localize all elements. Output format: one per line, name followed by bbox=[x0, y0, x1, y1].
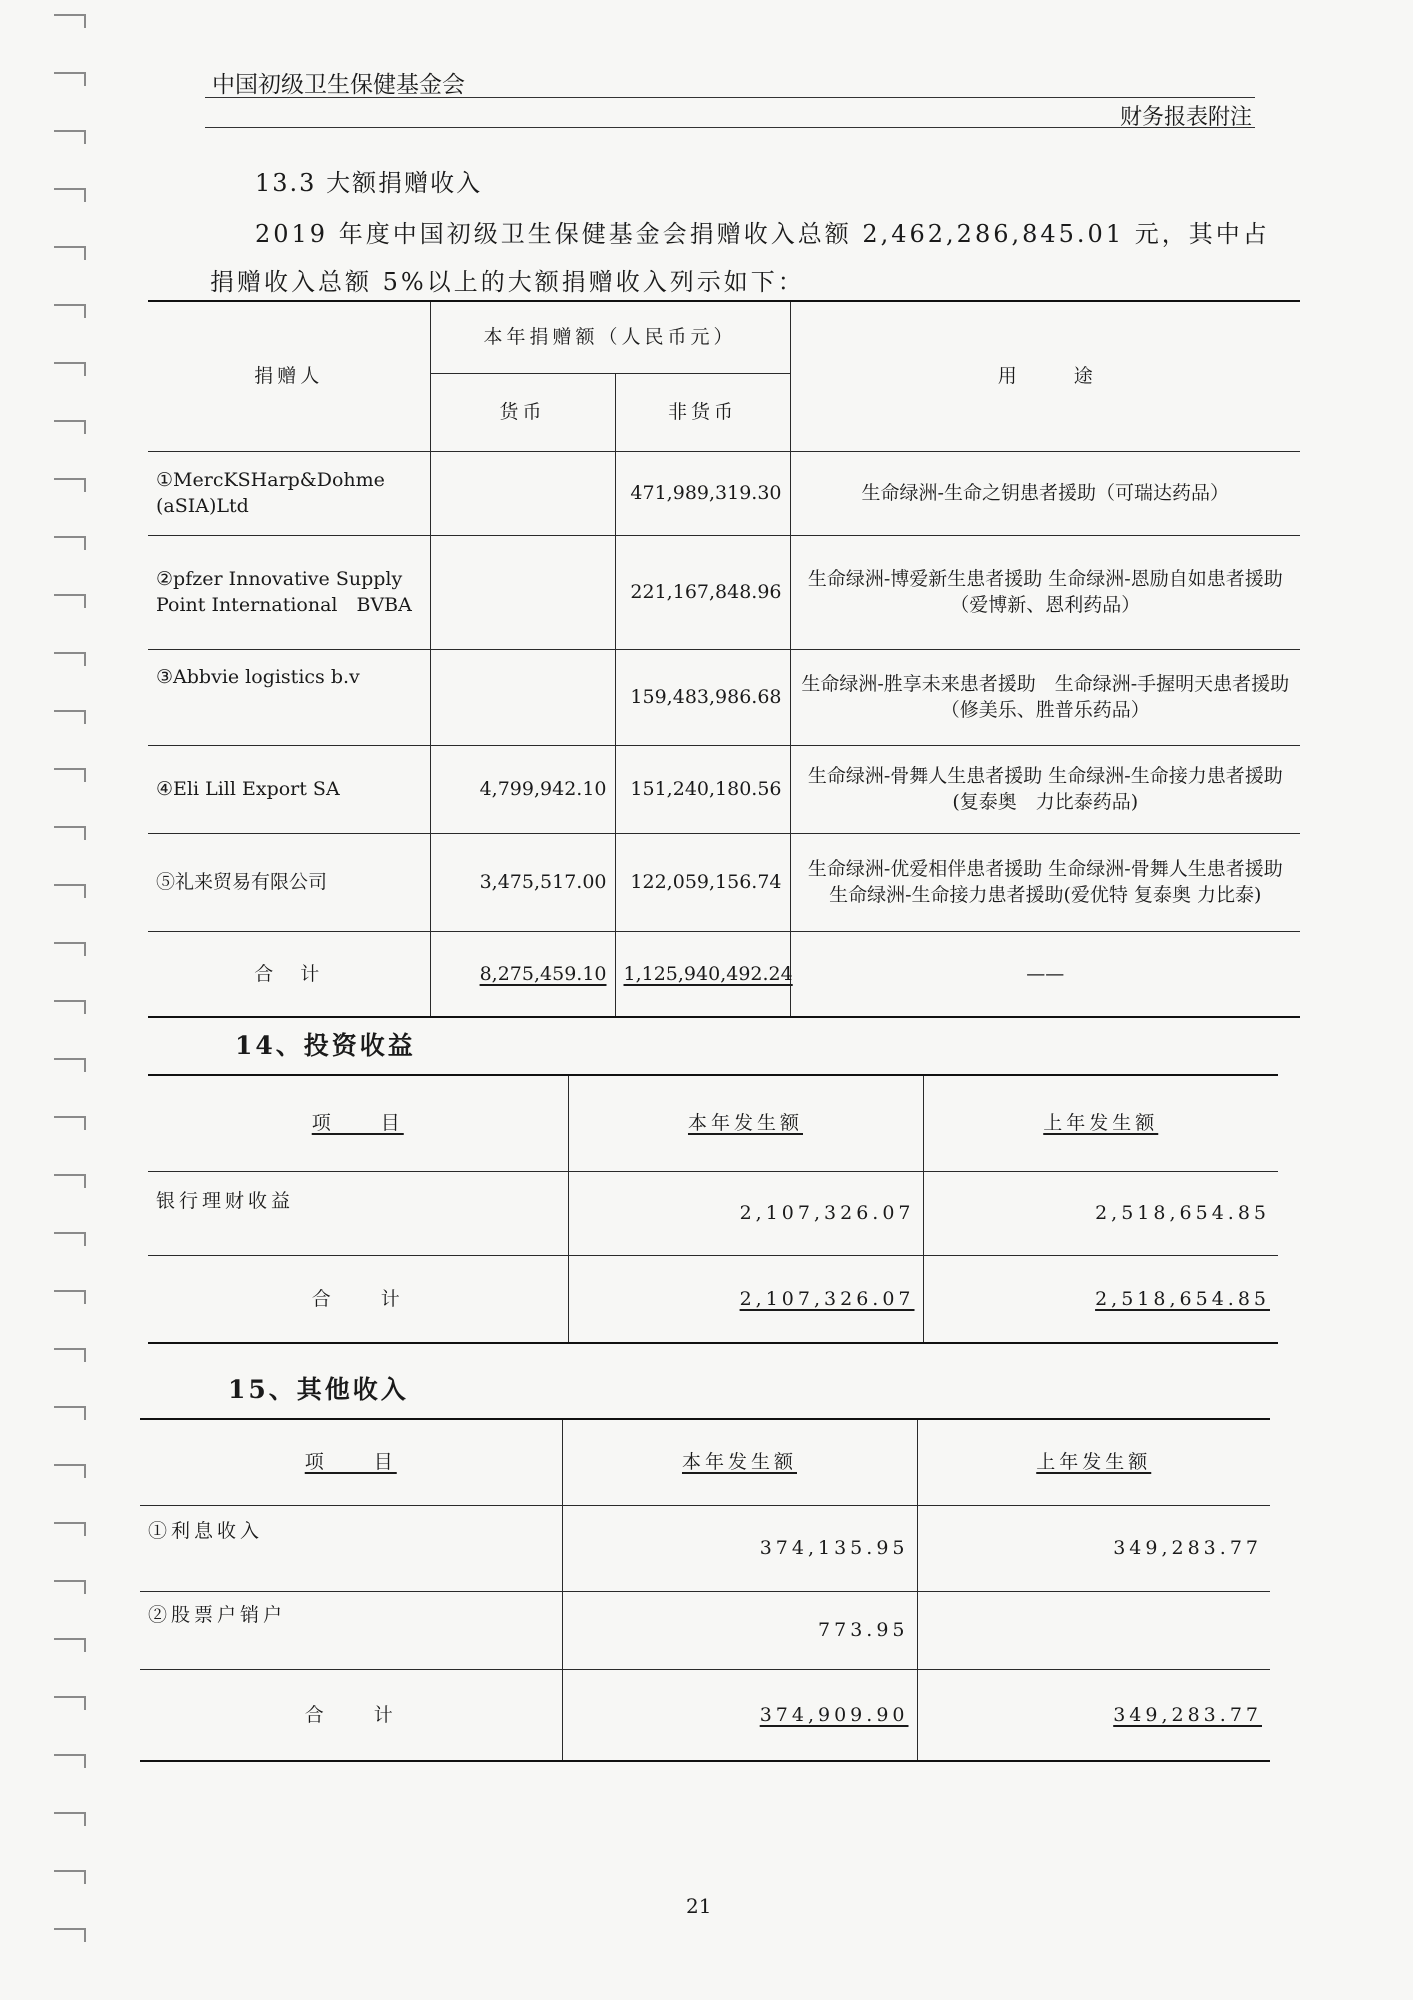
cash-cell bbox=[430, 649, 615, 745]
total-prior: 2,518,654.85 bbox=[1095, 1287, 1270, 1310]
header-rule bbox=[205, 97, 1255, 98]
header-org-name: 中国初级卫生保健基金会 bbox=[212, 72, 465, 98]
table-row bbox=[148, 649, 1300, 745]
donor-cell: ③Abbvie logistics b.v bbox=[148, 649, 430, 745]
page-number: 21 bbox=[686, 1894, 712, 1918]
noncash-cell: 151,240,180.56 bbox=[615, 745, 790, 833]
donor-cell: ④Eli Lill Export SA bbox=[148, 745, 430, 833]
col-usage-header: 用 途 bbox=[790, 301, 1300, 451]
total-usage: —— bbox=[790, 931, 1300, 1017]
cash-cell: 4,799,942.10 bbox=[430, 745, 615, 833]
table-row bbox=[148, 745, 1300, 833]
binding-margin bbox=[54, 0, 90, 2000]
donor-cell: ⑤礼来贸易有限公司 bbox=[148, 833, 430, 931]
col-donor-header: 捐赠人 bbox=[148, 301, 430, 451]
usage-cell: 生命绿洲-胜享未来患者援助 生命绿洲-手握明天患者援助（修美乐、胜普乐药品） bbox=[790, 649, 1300, 745]
total-row bbox=[148, 1255, 1278, 1343]
usage-cell: 生命绿洲-博爱新生患者援助 生命绿洲-恩励自如患者援助（爱博新、恩利药品） bbox=[790, 535, 1300, 649]
cash-cell bbox=[430, 451, 615, 535]
cash-cell bbox=[430, 535, 615, 649]
usage-cell: 生命绿洲-生命之钥患者援助（可瑞达药品） bbox=[790, 451, 1300, 535]
item-cell: ②股票户销户 bbox=[140, 1591, 562, 1669]
total-label: 合 计 bbox=[148, 1255, 568, 1343]
section-15-title: 15、其他收入 bbox=[228, 1375, 409, 1404]
col-current-header: 本年发生额 bbox=[687, 1112, 803, 1135]
col-item-header: 项 目 bbox=[311, 1112, 404, 1135]
section-13-3-intro-line2: 捐赠收入总额 5%以上的大额捐赠收入列示如下： bbox=[210, 268, 805, 296]
total-cash: 8,275,459.10 bbox=[479, 962, 607, 985]
current-cell: 773.95 bbox=[562, 1591, 917, 1669]
col-current-header: 本年发生额 bbox=[681, 1451, 797, 1474]
prior-cell: 349,283.77 bbox=[917, 1505, 1270, 1591]
total-label: 合 计 bbox=[148, 931, 430, 1017]
section-13-3-title: 13.3 大额捐赠收入 bbox=[255, 169, 483, 197]
investment-income-table bbox=[148, 1074, 1278, 1344]
col-amount-group-header: 本年捐赠额（人民币元） bbox=[430, 301, 790, 373]
table-row bbox=[148, 1171, 1278, 1255]
table-row bbox=[148, 535, 1300, 649]
col-prior-header: 上年发生额 bbox=[1043, 1112, 1159, 1135]
total-label: 合 计 bbox=[140, 1669, 562, 1761]
current-cell: 374,135.95 bbox=[562, 1505, 917, 1591]
table-row bbox=[148, 833, 1300, 931]
total-row bbox=[140, 1669, 1270, 1761]
total-current: 2,107,326.07 bbox=[739, 1287, 915, 1310]
noncash-cell: 122,059,156.74 bbox=[615, 833, 790, 931]
noncash-cell: 221,167,848.96 bbox=[615, 535, 790, 649]
col-item-header: 项 目 bbox=[304, 1451, 397, 1474]
other-income-table bbox=[140, 1418, 1270, 1762]
col-cash-header: 货币 bbox=[430, 373, 615, 451]
header-section: 财务报表附注 bbox=[1120, 105, 1253, 130]
table-row bbox=[140, 1591, 1270, 1669]
noncash-cell: 471,989,319.30 bbox=[615, 451, 790, 535]
section-14-title: 14、投资收益 bbox=[235, 1031, 416, 1060]
item-cell: ①利息收入 bbox=[140, 1505, 562, 1591]
usage-cell: 生命绿洲-骨舞人生患者援助 生命绿洲-生命接力患者援助 (复泰奥 力比泰药品) bbox=[790, 745, 1300, 833]
header-rule-lower bbox=[205, 127, 1255, 128]
col-prior-header: 上年发生额 bbox=[1036, 1451, 1152, 1474]
col-noncash-header: 非货币 bbox=[615, 373, 790, 451]
usage-cell: 生命绿洲-优爱相伴患者援助 生命绿洲-骨舞人生患者援助 生命绿洲-生命接力患者援助(爱优特 复泰奥 力比泰) bbox=[790, 833, 1300, 931]
table-row bbox=[140, 1505, 1270, 1591]
noncash-cell: 159,483,986.68 bbox=[615, 649, 790, 745]
total-noncash: 1,125,940,492.24 bbox=[623, 962, 793, 985]
total-row bbox=[148, 931, 1300, 1017]
donor-cell: ①MercKSHarp&Dohme (aSIA)Ltd bbox=[148, 451, 430, 535]
table-row bbox=[148, 451, 1300, 535]
section-13-3-intro-line1: 2019 年度中国初级卫生保健基金会捐赠收入总额 2,462,286,845.01 元，其中占 bbox=[255, 220, 1270, 248]
prior-cell bbox=[917, 1591, 1270, 1669]
donor-cell: ②pfzer Innovative Supply Point International BVBA bbox=[148, 535, 430, 649]
current-cell: 2,107,326.07 bbox=[568, 1171, 923, 1255]
prior-cell: 2,518,654.85 bbox=[923, 1171, 1278, 1255]
total-prior: 349,283.77 bbox=[1113, 1703, 1262, 1726]
donation-table bbox=[148, 300, 1300, 1018]
cash-cell: 3,475,517.00 bbox=[430, 833, 615, 931]
item-cell: 银行理财收益 bbox=[148, 1171, 568, 1255]
total-current: 374,909.90 bbox=[759, 1703, 909, 1726]
